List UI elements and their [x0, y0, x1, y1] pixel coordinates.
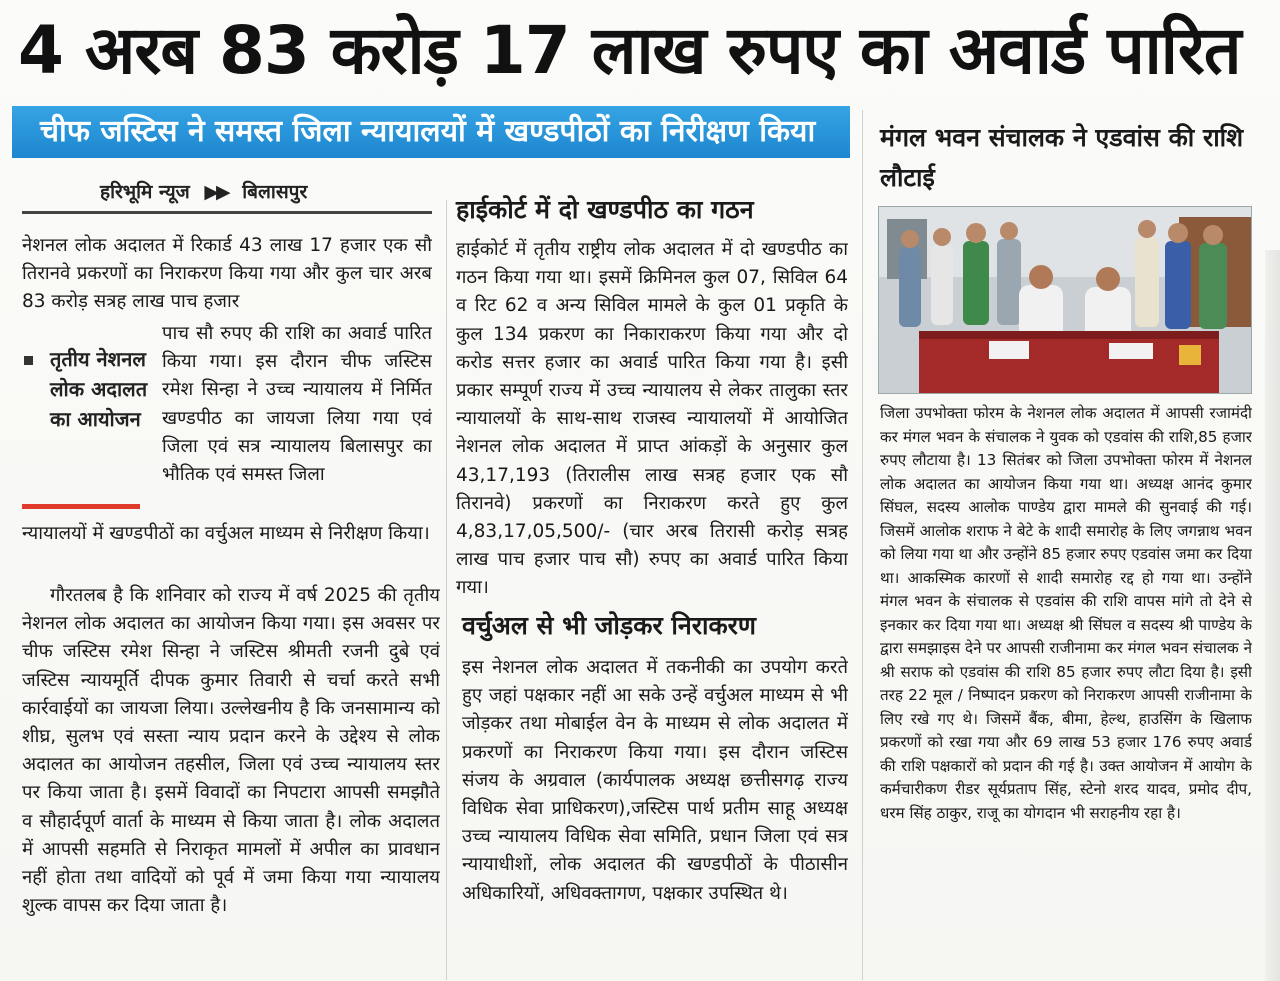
pullquote-text: तृतीय नेशनल लोक अदालत का आयोजन	[50, 347, 148, 431]
article-para1-top: नेशनल लोक अदालत में रिकार्ड 43 लाख 17 हजार एक सौ तिरानवे प्रकरणों का निराकरण किया गया और कुल चार अरब 83 करोड़ सत्रह लाख पाच हजार	[22, 235, 432, 313]
column-divider	[446, 200, 447, 980]
bullet-icon	[24, 356, 33, 365]
article-para1-middle: पाच सौ रुपए की राशि का अवार्ड पारित किया गया। इस दौरान चीफ जस्टिस रमेश सिन्हा ने उच्च न्यायालय में निर्मित खण्डपीठ का जायजा लिया गया एवं जिला एवं सत्र न्यायालय बिलासपुर का भौतिक एवं समस्त जिला	[162, 323, 432, 486]
sidebar-body: जिला उपभोक्ता फोरम के नेशनल लोक अदालत में आपसी रजामंदी कर मंगल भवन के संचालक ने युवक को एडवांस की राशि,85 हजार रुपए लौटाया है। 13 सितंबर को जिला उपभोक्ता फोरम में नेशनल लोक अदालत का आयोजन किया गया था। अध्यक्ष आनंद कुमार सिंघल, सदस्य आलोक पाण्डेय द्वारा मामले की सुनवाई की गई। जिसमें आलोक शराफ ने बेटे के शादी समारोह के लिए जगन्नाथ भवन को लिया गया था और उन्होंने 85 हजार रुपए एडवांस जमा कर दिया था। आकस्मिक कारणों से शादी समारोह रद्द हो गया था। उन्होंने मंगल भवन के संचालक से एडवांस की राशि वापस मांगे तो देने से इनकार कर दिया गया था। अध्यक्ष श्री सिंघल व सदस्य श्री पाण्डेय के द्वारा समझाइस देने पर आपसी राजीनामा कर मंगल भवन संचालक ने श्री सराफ को एडवांस की राशि 85 हजार रुपए लौटा दिया है। इसी तरह 22 मूल / निष्पादन प्रकरण को निराकरण आपसी राजीनामा के लिए रखे गए थे। जिसमें बैंक, बीमा, हेल्थ, हाउसिंग के खिलाफ प्रकरणों को रखा गया और 69 लाख 53 हजार 176 रुपए अवार्ड की राशि पक्षकारों को प्रदान की गई है। उक्त आयोजन में आयोग के कर्मचारीकण रीडर सूर्यप्रताप सिंह, स्टेनो शरद यादव, प्रमोद दीप, धरम सिंह ठाकुर, राजू का योगदान भी सराहनीय रहा है।	[880, 404, 1252, 822]
sidebar-heading: मंगल भवन संचालक ने एडवांस की राशि लौटाई	[880, 123, 1244, 192]
section-virtual-heading: वर्चुअल से भी जोड़कर निराकरण	[462, 611, 756, 640]
pullquote-rule	[22, 504, 140, 509]
group-photo-icon	[878, 206, 1252, 394]
section-bench-heading: हाईकोर्ट में दो खण्डपीठ का गठन	[456, 195, 754, 224]
section-virtual-body: इस नेशनल लोक अदालत में तकनीकी का उपयोग करते हुए जहां पक्षकार नहीं आ सके उन्हें वर्चुअल माध्यम से भी जोड़कर तथा मोबाईल वेन के माध्यम से लोक अदालत में प्रकरणों का निराकरण किया गया। इस दौरान जस्टिस संजय के अग्रवाल (कार्यपालक अध्यक्ष छत्तीसगढ़ राज्य विधिक सेवा प्राधिकरण),जस्टिस पार्थ प्रतीम साहू अध्यक्ष उच्च न्यायालय विधिक सेवा समिति, प्रधान जिला एवं सत्र न्यायाधीशों, लोक अदालत की खण्डपीठों के पीठासीन अधिकारियों, अधिवक्तागण, पक्षकार उपस्थित थे।	[462, 657, 848, 904]
page-edge	[1265, 250, 1280, 981]
pullquote	[22, 344, 152, 494]
article-para2: गौरतलब है कि शनिवार को राज्य में वर्ष 2025 की तृतीय नेशनल लोक अदालत का आयोजन किया गया। इस अवसर पर चीफ जस्टिस रमेश सिन्हा ने जस्टिस श्रीमती रजनी दुबे एवं जस्टिस न्यायमूर्ति दीपक कुमार तिवारी से चर्चा करते सभी कार्रवाईयों का जायजा लिया। उल्लेखनीय है कि जनसामान्य को शीघ्र, सुलभ एवं सस्ता न्याय प्रदान करने के उद्देश्य से लोक अदालत का आयोजन तहसील, जिला एवं उच्च न्यायालय स्तर पर किया जाता है। इसमें विवादों का निपटारा आपसी समझौते व सौहार्दपूर्ण वार्ता के माध्यम से किया जाता है। लोक अदालत में आपसी सहमति से निराकृत मामलों में अपील का प्रावधान नहीं होता तथा वादियों को पूर्व में जमा किया गया न्यायालय शुल्क वापस कर दिया जाता है।	[22, 585, 440, 917]
byline-place: बिलासपुर	[242, 181, 308, 203]
article-para1-bottom: न्यायालयों में खण्डपीठों का वर्चुअल माध्यम से निरीक्षण किया।	[22, 523, 430, 544]
byline-arrow-icon: ▶▶	[204, 181, 228, 203]
section-bench-body: हाईकोर्ट में तृतीय राष्ट्रीय लोक अदालत में दो खण्डपीठ का गठन किया गया था। इसमें क्रिमिनल कुल 07, सिविल 64 व रिट 62 व अन्य सिविल मामले के कुल 01 प्रकृति के कुल 134 प्रकरण का निकाराकरण किया गया और दो करोड सत्तर हजार का अवार्ड पारित किया गया है। इसी प्रकार सम्पूर्ण राज्य में उच्च न्यायालय से लेकर तालुका स्तर न्यायालयों के साथ-साथ राजस्व न्यायालयों में आयोजित नेशनल लोक अदालत में प्राप्त आंकड़ों के अनुसार कुल 43,17,193 (तिरालीस लाख सत्रह हजार एक सौ तिरानवे) प्रकरणों का निराकरण करते हुए कुल 4,83,17,05,500/- (चार अरब तिरासी करोड़ सत्रह लाख पाच हजार पाच सौ) रुपए का अवार्ड पारित किया गया।	[456, 239, 848, 599]
subheadline-banner: चीफ जस्टिस ने समस्त जिला न्यायालयों में खण्डपीठों का निरीक्षण किया	[12, 106, 850, 158]
byline-source: हरिभूमि न्यूज	[100, 181, 190, 203]
byline	[100, 176, 430, 208]
byline-rule	[22, 211, 432, 214]
headline: 4 अरब 83 करोड़ 17 लाख रुपए का अवार्ड पारित	[18, 12, 1241, 89]
column-divider	[862, 110, 863, 980]
